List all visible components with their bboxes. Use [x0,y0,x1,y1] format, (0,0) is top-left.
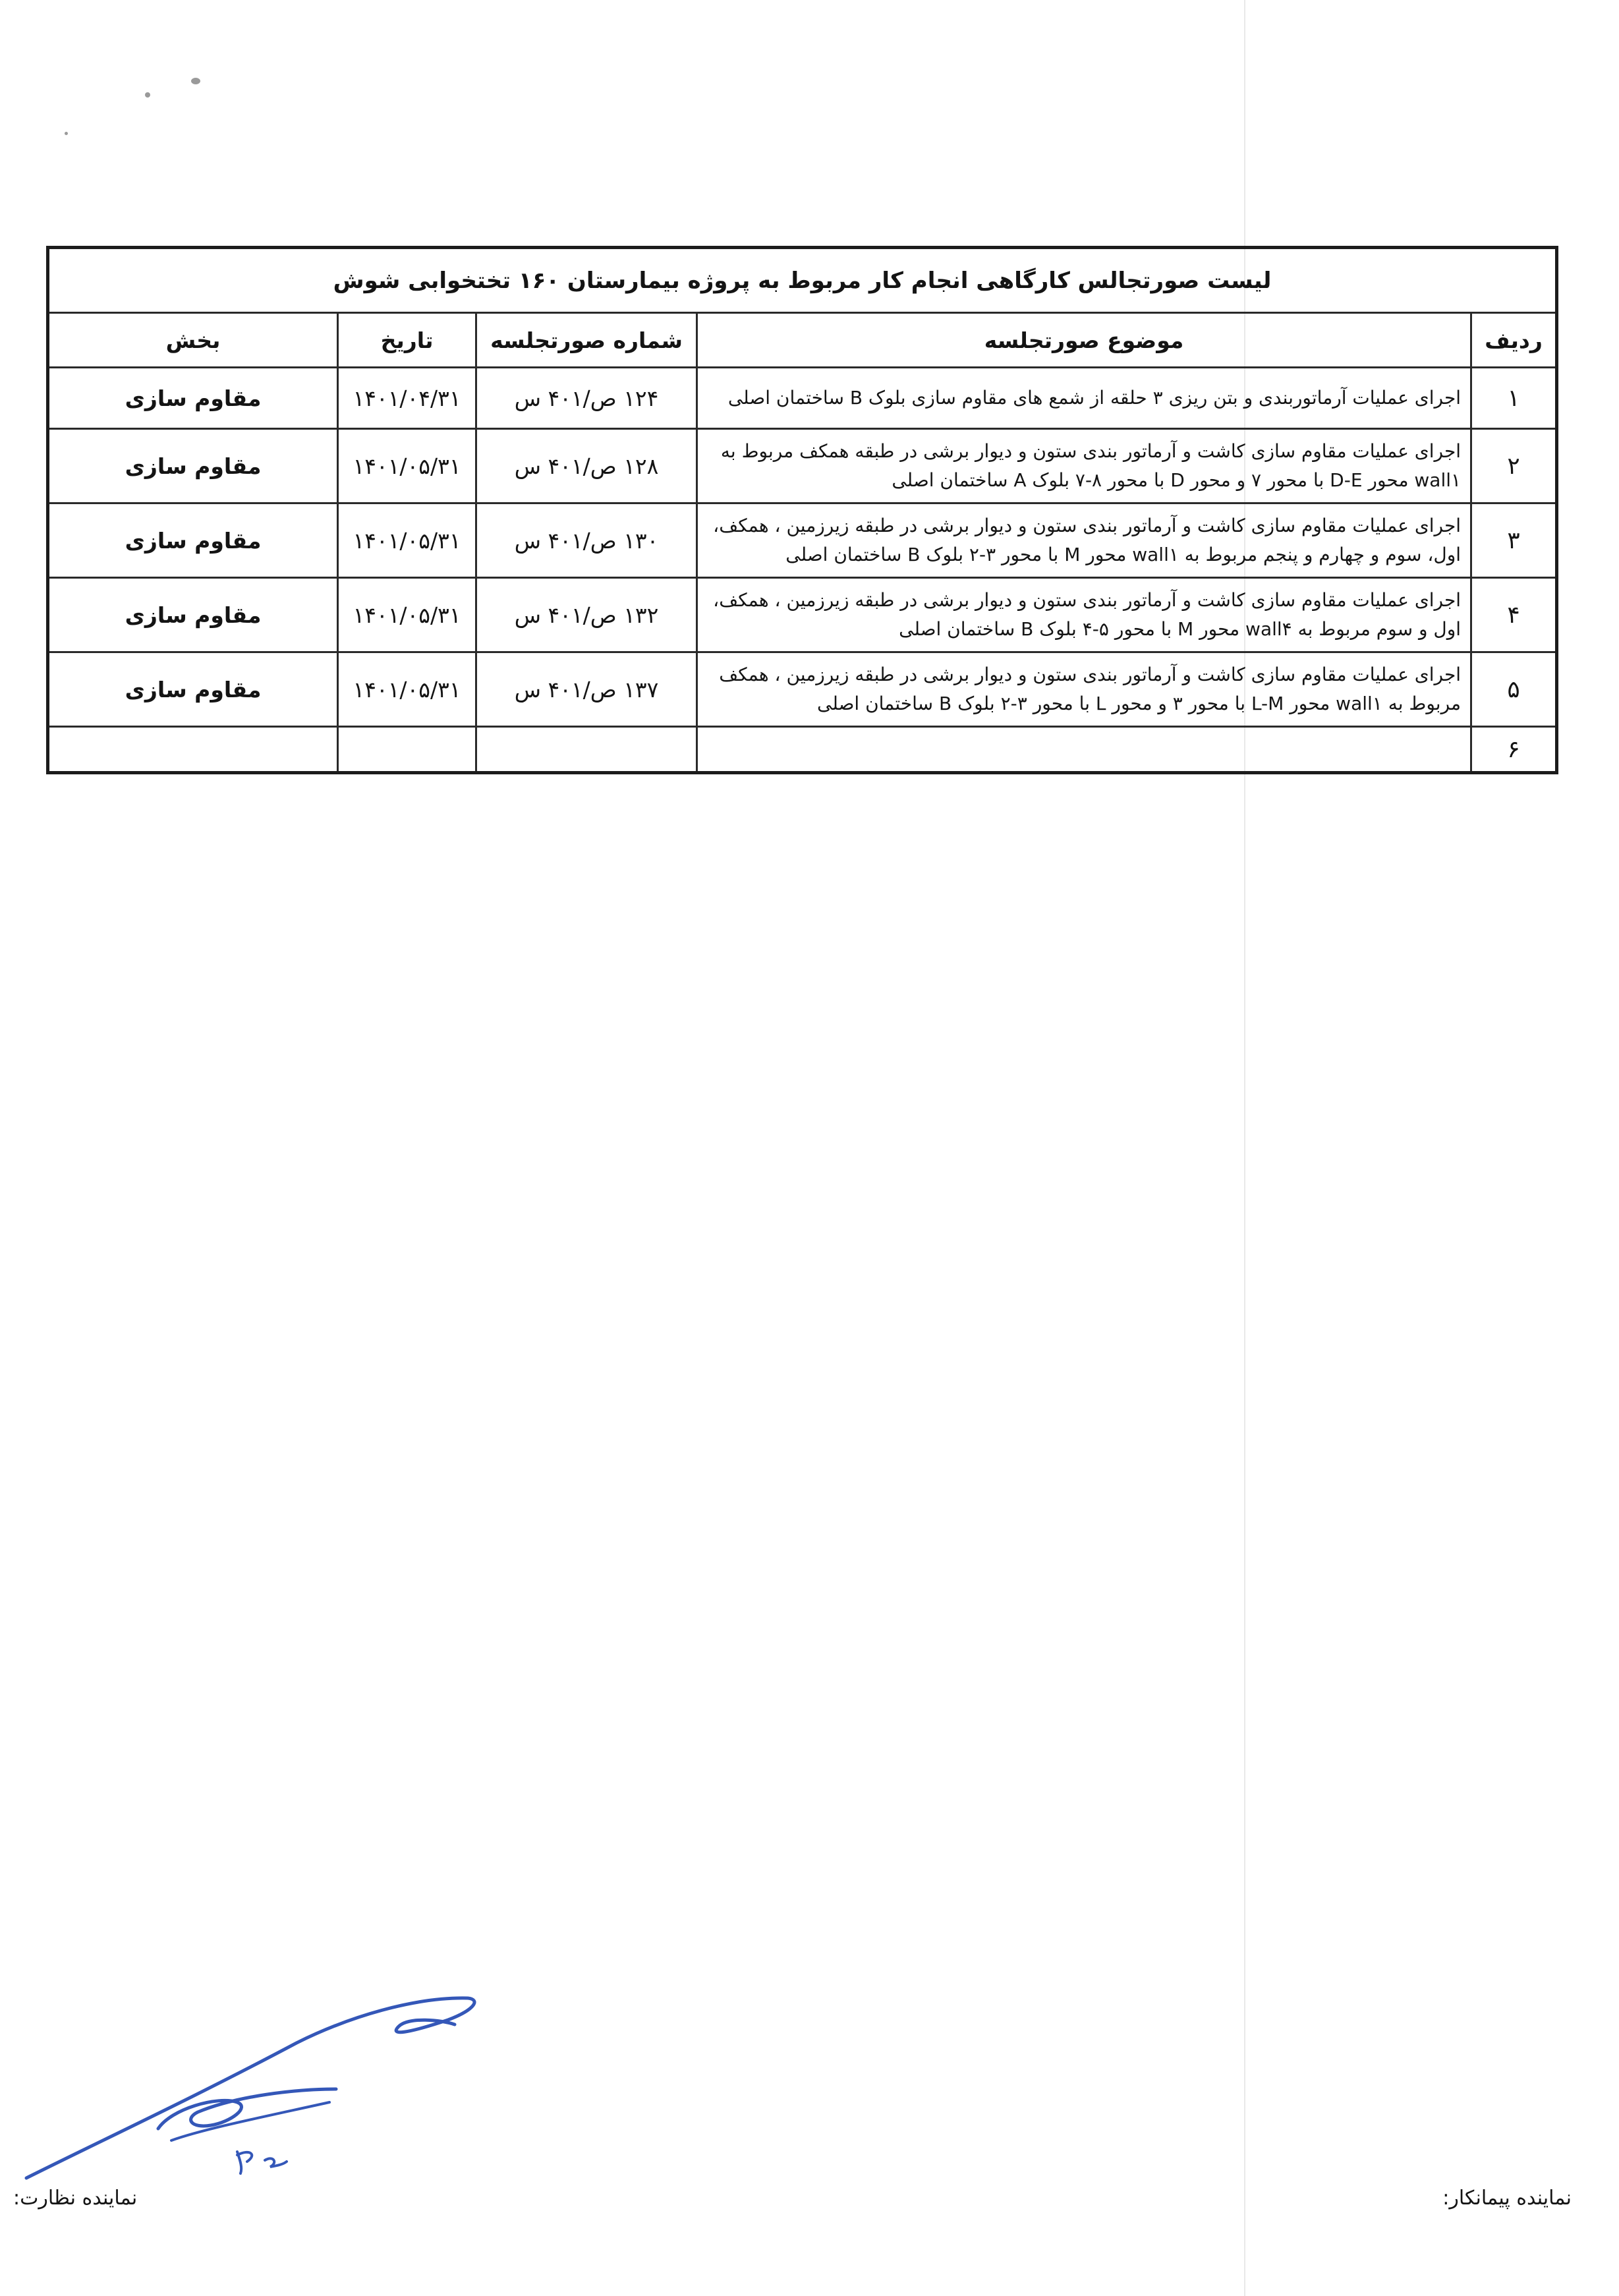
row-number: ۱۳۰ ص/۴۰۱ س [476,503,697,578]
table-row [48,652,1557,727]
row-date: ۱۴۰۱/۰۴/۳۱ [338,368,476,429]
row-date: ۱۴۰۱/۰۵/۳۱ [338,429,476,503]
row-date: ۱۴۰۱/۰۵/۳۱ [338,578,476,652]
row-date: ۱۴۰۱/۰۵/۳۱ [338,652,476,727]
row-section [48,727,338,773]
header-index: ردیف [1471,313,1557,368]
row-index: ۳ [1471,503,1557,578]
table-row [48,503,1557,578]
table-row [48,727,1557,773]
supervisor-rep-label: نماینده نظارت: [13,2187,138,2210]
row-index: ۲ [1471,429,1557,503]
row-index: ۶ [1471,727,1557,773]
row-number [476,727,697,773]
supervisor-signature [20,1990,494,2188]
row-section: مقاوم سازی [48,503,338,578]
row-section: مقاوم سازی [48,578,338,652]
row-number: ۱۳۷ ص/۴۰۱ س [476,652,697,727]
row-date: ۱۴۰۱/۰۵/۳۱ [338,503,476,578]
scan-speck [145,92,150,98]
row-subject: اجرای عملیات مقاوم سازی کاشت و آرماتور بندی ستون و دیوار برشی در طبقه زیرزمین ، همکف، اول و سوم مربوط به wall۴ محور M با محور ۵-۴ بلوک B ساختمان اصلی [697,578,1471,652]
document-title: لیست صورتجالس کارگاهی انجام کار مربوط به پروژه بیمارستان ۱۶۰ تختخوابی شوش [48,248,1557,313]
row-subject: اجرای عملیات مقاوم سازی کاشت و آرماتور بندی ستون و دیوار برشی در طبقه زیرزمین ، همکف، اول، سوم و چهارم و پنجم مربوط به wall۱ محور M با محور ۳-۲ بلوک B ساختمان اصلی [697,503,1471,578]
row-number: ۱۳۲ ص/۴۰۱ س [476,578,697,652]
row-subject [697,727,1471,773]
contractor-rep-label: نماینده پیمانکار: [1442,2187,1572,2210]
header-date: تاریخ [338,313,476,368]
row-date [338,727,476,773]
row-index: ۴ [1471,578,1557,652]
header-subject: موضوع صورتجلسه [697,313,1471,368]
table-row [48,429,1557,503]
scan-speck [191,78,200,84]
row-section: مقاوم سازی [48,368,338,429]
header-section: بخش [48,313,338,368]
row-subject: اجرای عملیات مقاوم سازی کاشت و آرماتور بندی ستون و دیوار برشی در طبقه زیرزمین ، همکف مربوط به wall۱ محور L-M با محور ۳ و محور L با محور ۳-۲ بلوک B ساختمان اصلی [697,652,1471,727]
row-number: ۱۲۴ ص/۴۰۱ س [476,368,697,429]
table-row [48,578,1557,652]
header-row [48,313,1557,368]
row-subject: اجرای عملیات مقاوم سازی کاشت و آرماتور بندی ستون و دیوار برشی در طبقه همکف مربوط به wall۱ محور D-E با محور ۷ و محور D با محور ۸-۷ بلوک A ساختمان اصلی [697,429,1471,503]
header-number: شماره صورتجلسه [476,313,697,368]
row-subject: اجرای عملیات آرماتوربندی و بتن ریزی ۳ حلقه از شمع های مقاوم سازی بلوک B ساختمان اصلی [697,368,1471,429]
row-index: ۵ [1471,652,1557,727]
scan-speck [65,132,68,135]
row-index: ۱ [1471,368,1557,429]
row-section: مقاوم سازی [48,652,338,727]
records-table [46,246,1558,774]
row-number: ۱۲۸ ص/۴۰۱ س [476,429,697,503]
title-row [48,248,1557,313]
row-section: مقاوم سازی [48,429,338,503]
table-row [48,368,1557,429]
